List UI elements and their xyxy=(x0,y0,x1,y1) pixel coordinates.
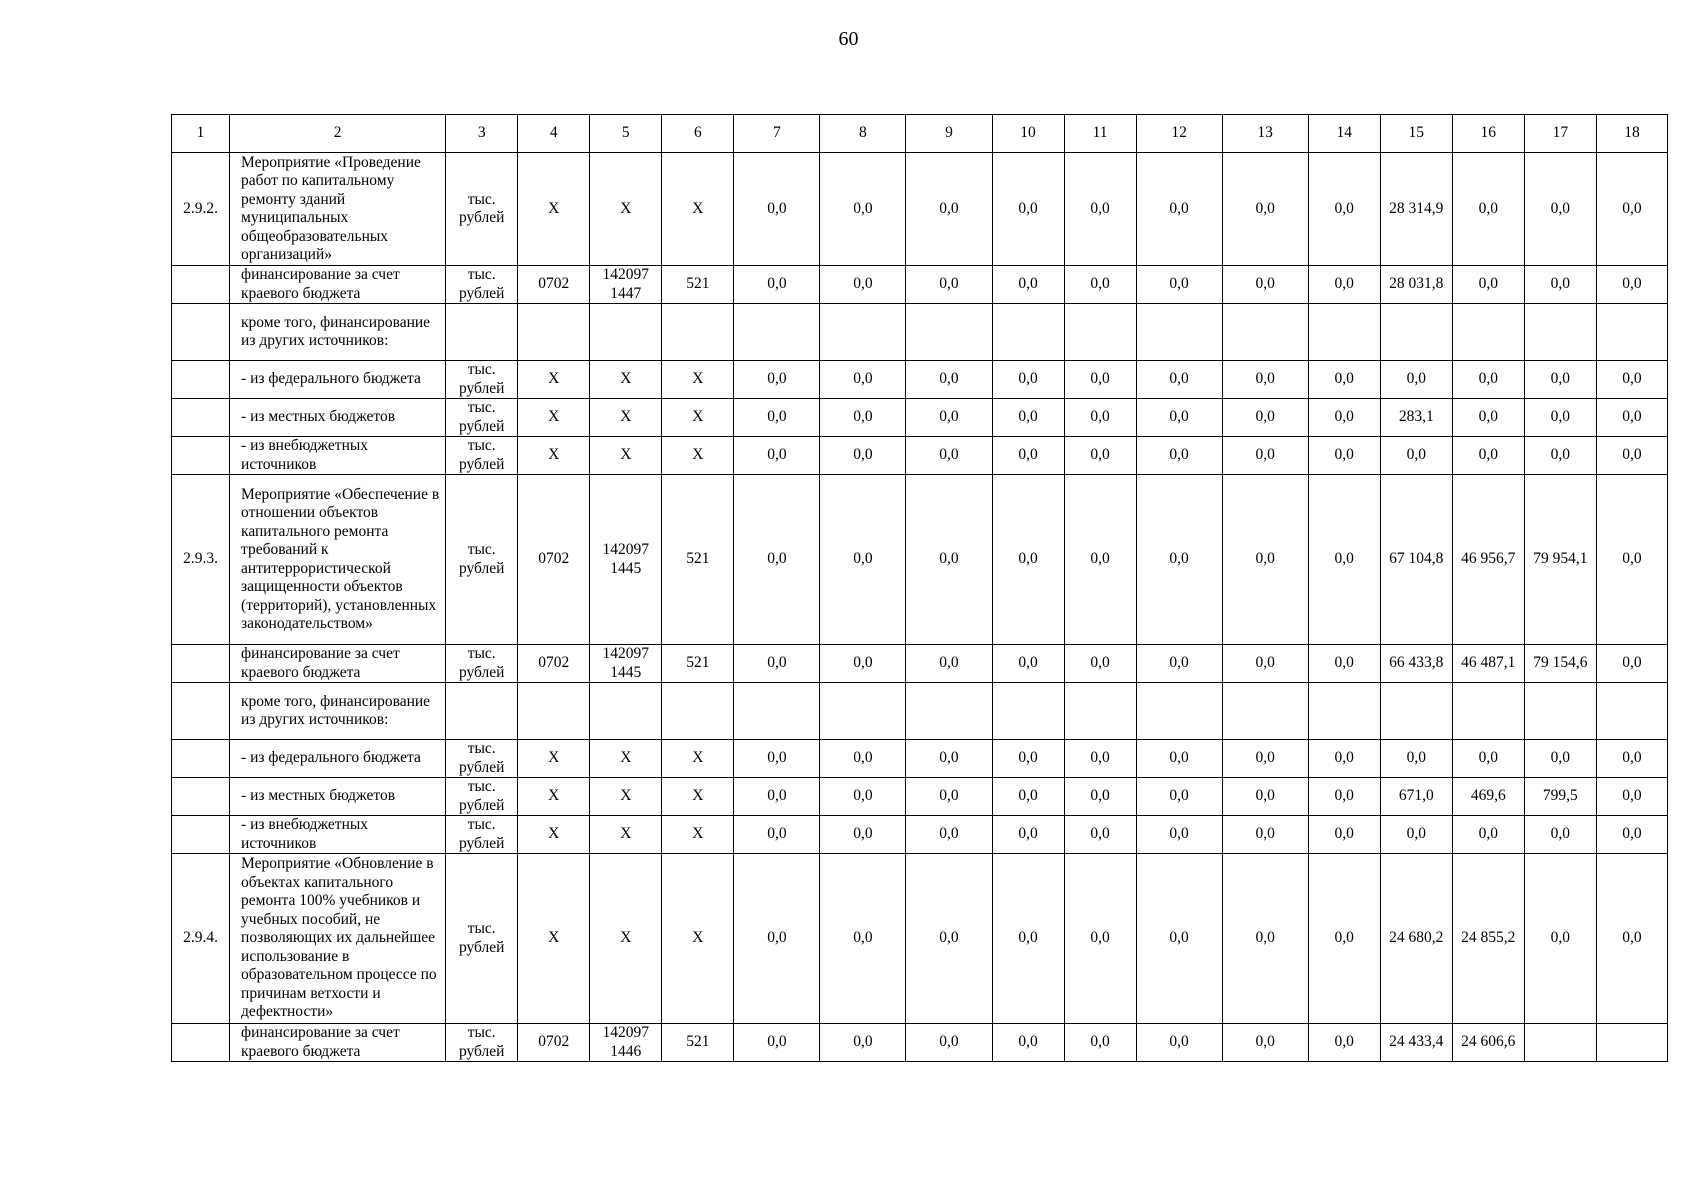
value-cell: 0,0 xyxy=(1308,153,1380,266)
value-cell: 0,0 xyxy=(992,475,1064,645)
table-row xyxy=(172,740,1668,778)
value-cell: Х xyxy=(590,361,662,399)
value-cell: 0,0 xyxy=(1222,1024,1308,1062)
value-cell: 0,0 xyxy=(1222,816,1308,854)
item-description-cell: - из внебюджетных источников xyxy=(230,816,446,854)
value-cell: 0,0 xyxy=(1222,399,1308,437)
value-cell: 0,0 xyxy=(734,153,820,266)
value-cell: 0,0 xyxy=(734,475,820,645)
value-cell xyxy=(1222,304,1308,361)
value-cell xyxy=(1136,304,1222,361)
value-cell: 469,6 xyxy=(1452,778,1524,816)
value-cell: 0,0 xyxy=(1380,437,1452,475)
value-cell: 142097 1445 xyxy=(590,645,662,683)
value-cell: 0,0 xyxy=(734,854,820,1024)
value-cell: 0,0 xyxy=(1308,645,1380,683)
value-cell: 0,0 xyxy=(1136,645,1222,683)
column-number-cell: 2 xyxy=(230,115,446,153)
value-cell xyxy=(590,304,662,361)
value-cell: 0,0 xyxy=(1596,645,1667,683)
value-cell: Х xyxy=(662,816,734,854)
item-number-cell: 2.9.2. xyxy=(172,153,230,266)
value-cell: 0,0 xyxy=(1222,778,1308,816)
value-cell: 0,0 xyxy=(992,399,1064,437)
item-number-cell: 2.9.4. xyxy=(172,854,230,1024)
value-cell: 28 031,8 xyxy=(1380,266,1452,304)
value-cell: 0,0 xyxy=(1308,361,1380,399)
value-cell xyxy=(906,683,992,740)
value-cell: 0,0 xyxy=(820,361,906,399)
value-cell: 0,0 xyxy=(1452,399,1524,437)
value-cell: Х xyxy=(518,778,590,816)
value-cell: 0,0 xyxy=(1064,740,1136,778)
value-cell: 0,0 xyxy=(1064,437,1136,475)
value-cell: Х xyxy=(590,153,662,266)
value-cell xyxy=(518,304,590,361)
column-number-cell: 15 xyxy=(1380,115,1452,153)
value-cell xyxy=(1064,304,1136,361)
unit-cell: тыс. рублей xyxy=(446,399,518,437)
value-cell: Х xyxy=(590,854,662,1024)
item-number-cell xyxy=(172,816,230,854)
value-cell: Х xyxy=(662,399,734,437)
value-cell: 0,0 xyxy=(820,266,906,304)
value-cell: 0,0 xyxy=(1452,266,1524,304)
value-cell: 0,0 xyxy=(1136,266,1222,304)
table-header-row xyxy=(172,115,1668,153)
value-cell: 46 956,7 xyxy=(1452,475,1524,645)
value-cell xyxy=(1380,304,1452,361)
item-description-cell: - из федерального бюджета xyxy=(230,361,446,399)
value-cell: 0,0 xyxy=(1222,740,1308,778)
value-cell: 28 314,9 xyxy=(1380,153,1452,266)
value-cell: 0,0 xyxy=(1064,399,1136,437)
value-cell: 799,5 xyxy=(1524,778,1596,816)
value-cell: 0702 xyxy=(518,1024,590,1062)
value-cell xyxy=(820,304,906,361)
value-cell: 0,0 xyxy=(992,437,1064,475)
unit-cell: тыс. рублей xyxy=(446,778,518,816)
table-row xyxy=(172,475,1668,645)
column-number-cell: 4 xyxy=(518,115,590,153)
value-cell xyxy=(1380,683,1452,740)
value-cell: 0,0 xyxy=(906,437,992,475)
value-cell: 0,0 xyxy=(1222,437,1308,475)
value-cell: 0,0 xyxy=(992,1024,1064,1062)
item-number-cell xyxy=(172,361,230,399)
value-cell: 142097 1445 xyxy=(590,475,662,645)
value-cell xyxy=(906,304,992,361)
value-cell: 0,0 xyxy=(1064,361,1136,399)
item-number-cell xyxy=(172,645,230,683)
value-cell xyxy=(1524,683,1596,740)
unit-cell: тыс. рублей xyxy=(446,816,518,854)
value-cell: 0,0 xyxy=(1596,399,1667,437)
value-cell: 0,0 xyxy=(906,399,992,437)
page-number: 60 xyxy=(838,28,859,50)
value-cell: 0,0 xyxy=(1136,399,1222,437)
value-cell xyxy=(734,304,820,361)
value-cell: 0,0 xyxy=(1064,266,1136,304)
unit-cell: тыс. рублей xyxy=(446,437,518,475)
item-number-cell xyxy=(172,740,230,778)
value-cell: 0,0 xyxy=(1064,645,1136,683)
value-cell: 24 855,2 xyxy=(1452,854,1524,1024)
value-cell: 0,0 xyxy=(1308,778,1380,816)
value-cell: Х xyxy=(662,153,734,266)
value-cell xyxy=(820,683,906,740)
value-cell: 0,0 xyxy=(906,645,992,683)
unit-cell: тыс. рублей xyxy=(446,645,518,683)
value-cell: 0,0 xyxy=(734,266,820,304)
value-cell: 0702 xyxy=(518,266,590,304)
value-cell: 24 606,6 xyxy=(1452,1024,1524,1062)
value-cell: 0,0 xyxy=(1524,854,1596,1024)
value-cell: 0,0 xyxy=(992,266,1064,304)
value-cell: 0,0 xyxy=(1136,816,1222,854)
item-number-cell xyxy=(172,778,230,816)
item-number-cell xyxy=(172,304,230,361)
value-cell: 0,0 xyxy=(1064,475,1136,645)
value-cell: 0,0 xyxy=(1222,153,1308,266)
value-cell: 0,0 xyxy=(1308,266,1380,304)
column-number-cell: 16 xyxy=(1452,115,1524,153)
value-cell: 0,0 xyxy=(1524,266,1596,304)
value-cell: 0,0 xyxy=(734,399,820,437)
value-cell: 0,0 xyxy=(992,816,1064,854)
unit-cell xyxy=(446,304,518,361)
item-description-cell: финансирование за счет краевого бюджета xyxy=(230,645,446,683)
value-cell: 0,0 xyxy=(1524,153,1596,266)
column-number-cell: 3 xyxy=(446,115,518,153)
column-number-cell: 9 xyxy=(906,115,992,153)
column-number-cell: 7 xyxy=(734,115,820,153)
item-description-cell: финансирование за счет краевого бюджета xyxy=(230,1024,446,1062)
value-cell: 0,0 xyxy=(1136,740,1222,778)
value-cell: 67 104,8 xyxy=(1380,475,1452,645)
value-cell: 0,0 xyxy=(734,740,820,778)
value-cell: 0,0 xyxy=(992,740,1064,778)
value-cell xyxy=(1064,683,1136,740)
value-cell: 0,0 xyxy=(906,778,992,816)
unit-cell xyxy=(446,683,518,740)
value-cell: 0,0 xyxy=(734,437,820,475)
value-cell xyxy=(662,304,734,361)
value-cell xyxy=(1596,304,1667,361)
table-row xyxy=(172,816,1668,854)
value-cell: 0,0 xyxy=(1524,399,1596,437)
value-cell: Х xyxy=(662,854,734,1024)
table-row xyxy=(172,683,1668,740)
value-cell: Х xyxy=(590,437,662,475)
unit-cell: тыс. рублей xyxy=(446,153,518,266)
value-cell xyxy=(1524,1024,1596,1062)
value-cell: 0,0 xyxy=(906,266,992,304)
value-cell: 0,0 xyxy=(906,1024,992,1062)
value-cell: 24 433,4 xyxy=(1380,1024,1452,1062)
value-cell: 0,0 xyxy=(906,153,992,266)
column-number-cell: 13 xyxy=(1222,115,1308,153)
value-cell: 0,0 xyxy=(820,854,906,1024)
value-cell: 0,0 xyxy=(992,645,1064,683)
value-cell: 0,0 xyxy=(992,778,1064,816)
value-cell: 0,0 xyxy=(1308,854,1380,1024)
value-cell: 0,0 xyxy=(992,153,1064,266)
value-cell: 283,1 xyxy=(1380,399,1452,437)
value-cell: 0,0 xyxy=(992,854,1064,1024)
budget-table xyxy=(171,114,1668,1062)
value-cell: Х xyxy=(590,816,662,854)
table-row xyxy=(172,304,1668,361)
table-row xyxy=(172,645,1668,683)
value-cell: Х xyxy=(662,361,734,399)
value-cell: Х xyxy=(518,816,590,854)
value-cell: 0,0 xyxy=(906,816,992,854)
value-cell xyxy=(992,683,1064,740)
value-cell: 0,0 xyxy=(1064,816,1136,854)
value-cell: 0,0 xyxy=(820,816,906,854)
table-body xyxy=(172,115,1668,1062)
value-cell xyxy=(992,304,1064,361)
item-description-cell: кроме того, финансирование из других источников: xyxy=(230,683,446,740)
value-cell: Х xyxy=(662,740,734,778)
value-cell: 0,0 xyxy=(1136,475,1222,645)
value-cell: 0,0 xyxy=(1136,153,1222,266)
value-cell: Х xyxy=(518,854,590,1024)
item-description-cell: - из местных бюджетов xyxy=(230,778,446,816)
value-cell: 142097 1447 xyxy=(590,266,662,304)
item-description-cell: кроме того, финансирование из других источников: xyxy=(230,304,446,361)
value-cell: 46 487,1 xyxy=(1452,645,1524,683)
column-number-cell: 17 xyxy=(1524,115,1596,153)
item-description-cell: Мероприятие «Проведение работ по капитальному ремонту зданий муниципальных общеобразовательных организаций» xyxy=(230,153,446,266)
value-cell: 521 xyxy=(662,266,734,304)
column-number-cell: 1 xyxy=(172,115,230,153)
value-cell: 0,0 xyxy=(1064,1024,1136,1062)
value-cell: Х xyxy=(518,399,590,437)
value-cell xyxy=(1452,304,1524,361)
value-cell: 0,0 xyxy=(1308,399,1380,437)
value-cell: 0,0 xyxy=(1222,645,1308,683)
unit-cell: тыс. рублей xyxy=(446,740,518,778)
value-cell: 0,0 xyxy=(906,740,992,778)
value-cell: 0,0 xyxy=(1596,816,1667,854)
item-description-cell: Мероприятие «Обновление в объектах капитального ремонта 100% учебников и учебных пособий, не позволяющих их дальнейшее использование в образовательном процессе по причинам ветхости и дефектности» xyxy=(230,854,446,1024)
value-cell: 0,0 xyxy=(1222,475,1308,645)
item-description-cell: - из местных бюджетов xyxy=(230,399,446,437)
value-cell: 0,0 xyxy=(1596,437,1667,475)
value-cell xyxy=(1596,1024,1667,1062)
value-cell: 0,0 xyxy=(1596,740,1667,778)
value-cell: 0,0 xyxy=(906,854,992,1024)
value-cell: 0,0 xyxy=(1136,361,1222,399)
value-cell: 0,0 xyxy=(1524,361,1596,399)
value-cell: 0,0 xyxy=(1136,854,1222,1024)
column-number-cell: 14 xyxy=(1308,115,1380,153)
unit-cell: тыс. рублей xyxy=(446,854,518,1024)
value-cell: 0,0 xyxy=(1596,266,1667,304)
value-cell: 0,0 xyxy=(1136,1024,1222,1062)
table-row xyxy=(172,153,1668,266)
item-number-cell xyxy=(172,266,230,304)
item-number-cell xyxy=(172,437,230,475)
value-cell xyxy=(662,683,734,740)
value-cell: 0,0 xyxy=(1596,153,1667,266)
column-number-cell: 10 xyxy=(992,115,1064,153)
value-cell: 0,0 xyxy=(1524,816,1596,854)
table-row xyxy=(172,1024,1668,1062)
value-cell: 0,0 xyxy=(1308,740,1380,778)
value-cell: 0,0 xyxy=(1380,361,1452,399)
value-cell: Х xyxy=(518,361,590,399)
value-cell: 0,0 xyxy=(734,1024,820,1062)
table-row xyxy=(172,361,1668,399)
value-cell xyxy=(590,683,662,740)
value-cell: 24 680,2 xyxy=(1380,854,1452,1024)
value-cell: 0,0 xyxy=(820,475,906,645)
value-cell: 0702 xyxy=(518,645,590,683)
value-cell: Х xyxy=(518,740,590,778)
item-description-cell: - из внебюджетных источников xyxy=(230,437,446,475)
value-cell: 0,0 xyxy=(820,740,906,778)
table-row xyxy=(172,778,1668,816)
value-cell: Х xyxy=(590,778,662,816)
table-row xyxy=(172,854,1668,1024)
value-cell: 79 154,6 xyxy=(1524,645,1596,683)
value-cell: 0,0 xyxy=(1452,816,1524,854)
value-cell: Х xyxy=(518,153,590,266)
value-cell: 0,0 xyxy=(1524,437,1596,475)
item-number-cell xyxy=(172,683,230,740)
value-cell xyxy=(1596,683,1667,740)
value-cell xyxy=(1452,683,1524,740)
column-number-cell: 6 xyxy=(662,115,734,153)
value-cell: 0,0 xyxy=(1064,854,1136,1024)
value-cell: 521 xyxy=(662,645,734,683)
value-cell: 0,0 xyxy=(820,399,906,437)
value-cell: 0,0 xyxy=(1222,361,1308,399)
value-cell: Х xyxy=(590,399,662,437)
value-cell: Х xyxy=(590,740,662,778)
value-cell: Х xyxy=(662,778,734,816)
unit-cell: тыс. рублей xyxy=(446,266,518,304)
unit-cell: тыс. рублей xyxy=(446,1024,518,1062)
table-row xyxy=(172,399,1668,437)
value-cell: 0702 xyxy=(518,475,590,645)
column-number-cell: 18 xyxy=(1596,115,1667,153)
value-cell: 0,0 xyxy=(1524,740,1596,778)
column-number-cell: 5 xyxy=(590,115,662,153)
value-cell: 0,0 xyxy=(1452,153,1524,266)
value-cell: 0,0 xyxy=(820,153,906,266)
item-description-cell: - из федерального бюджета xyxy=(230,740,446,778)
value-cell: 0,0 xyxy=(992,361,1064,399)
value-cell: Х xyxy=(518,437,590,475)
value-cell: 671,0 xyxy=(1380,778,1452,816)
value-cell: 142097 1446 xyxy=(590,1024,662,1062)
value-cell: 0,0 xyxy=(734,778,820,816)
item-number-cell xyxy=(172,1024,230,1062)
item-number-cell: 2.9.3. xyxy=(172,475,230,645)
value-cell xyxy=(1308,304,1380,361)
value-cell xyxy=(1524,304,1596,361)
column-number-cell: 12 xyxy=(1136,115,1222,153)
value-cell xyxy=(1136,683,1222,740)
value-cell: 0,0 xyxy=(1064,778,1136,816)
value-cell: 0,0 xyxy=(1308,816,1380,854)
unit-cell: тыс. рублей xyxy=(446,475,518,645)
value-cell: 0,0 xyxy=(906,475,992,645)
value-cell: 0,0 xyxy=(1136,437,1222,475)
value-cell: 0,0 xyxy=(820,645,906,683)
value-cell: 0,0 xyxy=(1308,1024,1380,1062)
column-number-cell: 11 xyxy=(1064,115,1136,153)
value-cell: 0,0 xyxy=(1380,816,1452,854)
value-cell: 0,0 xyxy=(734,361,820,399)
value-cell xyxy=(518,683,590,740)
value-cell: 0,0 xyxy=(734,816,820,854)
value-cell xyxy=(734,683,820,740)
value-cell: 0,0 xyxy=(1380,740,1452,778)
value-cell: 0,0 xyxy=(1064,153,1136,266)
value-cell xyxy=(1222,683,1308,740)
value-cell: 79 954,1 xyxy=(1524,475,1596,645)
value-cell: 0,0 xyxy=(1452,361,1524,399)
value-cell: 0,0 xyxy=(1222,266,1308,304)
value-cell: 0,0 xyxy=(820,778,906,816)
value-cell: 0,0 xyxy=(1452,437,1524,475)
value-cell: 0,0 xyxy=(1308,437,1380,475)
value-cell: 0,0 xyxy=(820,1024,906,1062)
value-cell: Х xyxy=(662,437,734,475)
value-cell: 521 xyxy=(662,475,734,645)
value-cell xyxy=(1308,683,1380,740)
column-number-cell: 8 xyxy=(820,115,906,153)
value-cell: 0,0 xyxy=(1596,361,1667,399)
item-number-cell xyxy=(172,399,230,437)
value-cell: 0,0 xyxy=(1596,778,1667,816)
value-cell: 0,0 xyxy=(1596,854,1667,1024)
table-row xyxy=(172,266,1668,304)
item-description-cell: финансирование за счет краевого бюджета xyxy=(230,266,446,304)
value-cell: 0,0 xyxy=(1596,475,1667,645)
value-cell: 521 xyxy=(662,1024,734,1062)
value-cell: 0,0 xyxy=(820,437,906,475)
value-cell: 0,0 xyxy=(1308,475,1380,645)
value-cell: 0,0 xyxy=(906,361,992,399)
unit-cell: тыс. рублей xyxy=(446,361,518,399)
item-description-cell: Мероприятие «Обеспечение в отношении объектов капитального ремонта требований к антитеррористической защищенности объектов (территорий), установленных законодательством» xyxy=(230,475,446,645)
value-cell: 0,0 xyxy=(1452,740,1524,778)
table-row xyxy=(172,437,1668,475)
value-cell: 0,0 xyxy=(1222,854,1308,1024)
value-cell: 0,0 xyxy=(1136,778,1222,816)
value-cell: 66 433,8 xyxy=(1380,645,1452,683)
value-cell: 0,0 xyxy=(734,645,820,683)
